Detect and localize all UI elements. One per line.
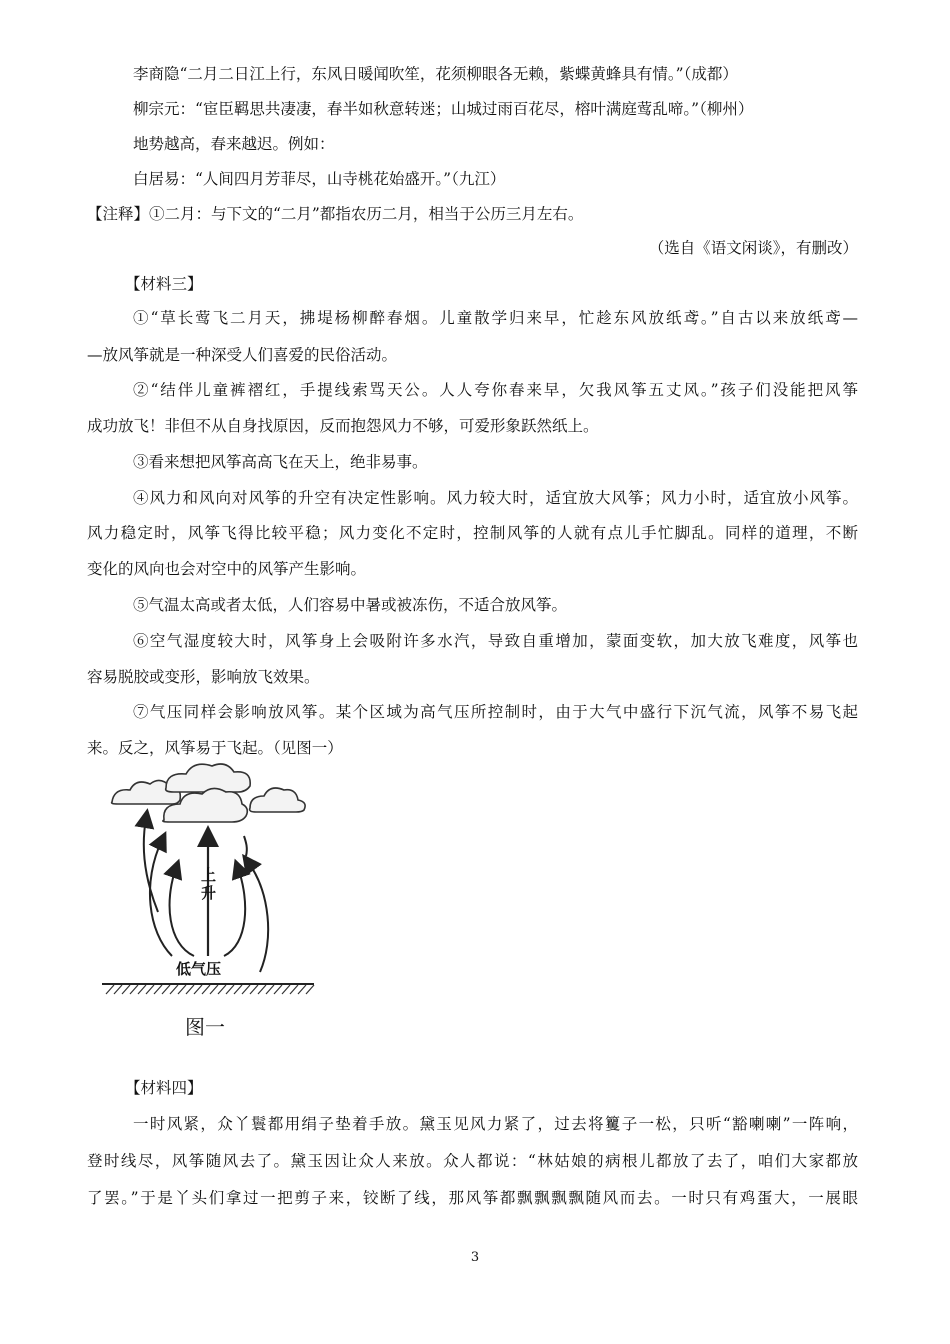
material3-line-1: ①“草长莺飞二月天，拂堤杨柳醉春烟。儿童散学归来早，忙趁东风放纸鸢。”自古以来放纸鸢— bbox=[133, 309, 858, 327]
material3-line-5: ③看来想把风筝高高飞在天上，绝非易事。 bbox=[133, 453, 428, 471]
figure-low-pressure-diagram bbox=[98, 762, 328, 1052]
rising-arrow-right-tail bbox=[244, 836, 247, 856]
material3-line-7: 风力稳定时，风筝飞得比较平稳；风力变化不定时，控制风筝的人就有点儿手忙脚乱。同样的道理，不断 bbox=[87, 524, 858, 542]
source-citation: （选自《语文闲谈》，有删改） bbox=[648, 239, 858, 257]
material3-line-2: —放风筝就是一种深受人们喜爱的民俗活动。 bbox=[87, 346, 398, 364]
material3-line-10: ⑥空气湿度较大时，风筝身上会吸附许多水汽，导致自重增加，蒙面变软，加大放飞难度，风筝也 bbox=[133, 632, 858, 650]
figure-caption: 图一 bbox=[185, 1015, 225, 1039]
terrain-sentence: 地势越高，春来越迟。例如： bbox=[133, 135, 335, 153]
material3-line-6: ④风力和风向对风筝的升空有决定性影响。风力较大时，适宜放大风筝；风力小时，适宜放小风筝。 bbox=[133, 489, 858, 507]
material3-line-13: 来。反之，风筝易于飞起。（见图一） bbox=[87, 739, 343, 757]
material3-line-8: 变化的风向也会对空中的风筝产生影响。 bbox=[87, 560, 367, 578]
material4-line-3: 了罢。”于是丫头们拿过一把剪子来，铰断了线，那风筝都飘飘飘飘随风而去。一时只有鸡蛋大，一展眼 bbox=[87, 1189, 858, 1207]
label-rise: 上升 bbox=[201, 866, 217, 902]
ground-hatching bbox=[106, 985, 314, 994]
annotation: 【注释】①二月：与下文的“二月”都指农历二月，相当于公历三月左右。 bbox=[87, 205, 584, 223]
page-number: 3 bbox=[470, 1250, 480, 1265]
cloud-right bbox=[250, 788, 306, 812]
material3-line-3: ②“结伴儿童裤褶红，手提线索骂天公。人人夸你春来早，欠我风筝五丈风。”孩子们没能把风筝 bbox=[133, 381, 858, 399]
material4-line-2: 登时线尽，风筝随风去了。黛玉因让众人来放。众人都说：“林姑娘的病根儿都放了去了，咱们大家都放 bbox=[87, 1152, 858, 1170]
material3-line-12: ⑦气压同样会影响放风筝。某个区域为高气压所控制时，由于大气中盛行下沉气流，风筝不易飞起 bbox=[133, 703, 858, 721]
material4-heading: 【材料四】 bbox=[125, 1079, 203, 1097]
material4-line-1: 一时风紧，众丫鬟都用绢子垫着手放。黛玉见风力紧了，过去将籰子一松，只听“豁喇喇”一阵响， bbox=[133, 1115, 858, 1133]
rising-arrow-left-inner bbox=[170, 868, 194, 956]
poem-li-shangyin: 李商隐“二月二日江上行，东风日暖闻吹笙，花须柳眼各无赖，紫蝶黄蜂具有情。”（成都） bbox=[133, 65, 738, 83]
poem-bai-juyi: 白居易：“人间四月芳菲尽，山寺桃花始盛开。”（九江） bbox=[133, 170, 506, 188]
poem-liu-zongyuan: 柳宗元：“宦臣羁思共凄凄，春半如秋意转迷；山城过雨百花尽，榕叶满庭莺乱啼。”（柳州） bbox=[133, 100, 754, 118]
material3-heading: 【材料三】 bbox=[125, 275, 203, 293]
material3-line-11: 容易脱胶或变形，影响放飞效果。 bbox=[87, 668, 320, 686]
rising-arrow-right-middle bbox=[248, 862, 268, 972]
material3-line-4: 成功放飞！非但不从自身找原因，反而抱怨风力不够，可爱形象跃然纸上。 bbox=[87, 417, 599, 435]
label-low-pressure: 低气压 bbox=[176, 960, 222, 978]
rising-arrow-right-inner bbox=[224, 868, 245, 956]
material3-line-9: ⑤气温太高或者太低，人们容易中暑或被冻伤，不适合放风筝。 bbox=[133, 596, 568, 614]
